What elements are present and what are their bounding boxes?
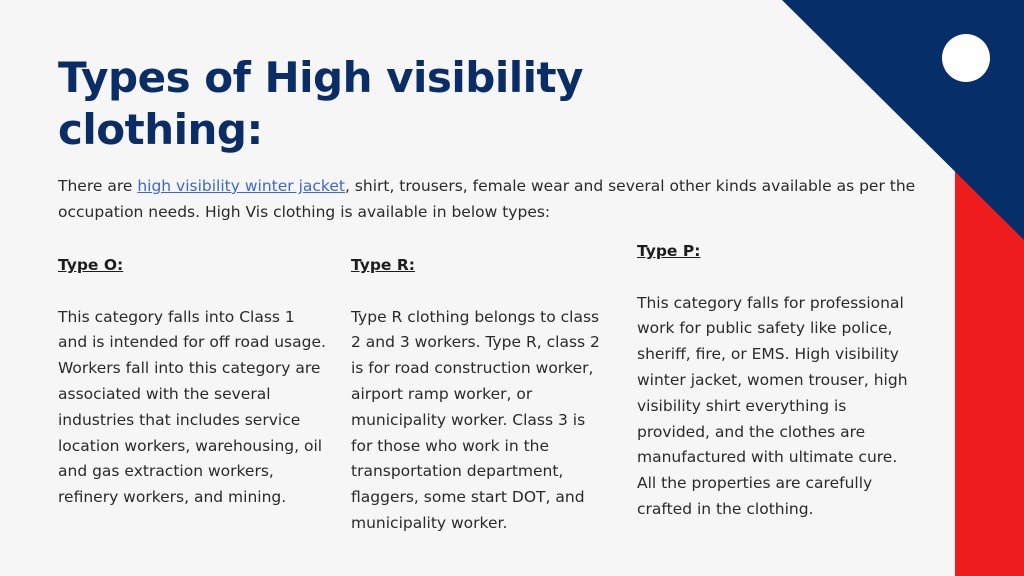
winter-jacket-link[interactable]: high visibility winter jacket xyxy=(137,177,345,195)
page-title: Types of High visibility clothing: xyxy=(58,53,583,154)
type-r-column xyxy=(351,253,606,537)
type-o-description: This category falls into Class 1 and is intended for off road usage. Workers fall into this category are associated with the several industries that includes service location workers, warehousing, oil and gas extraction workers, refinery workers, and mining. xyxy=(58,307,326,507)
intro-prefix: There are xyxy=(58,177,138,195)
intro-suffix: , shirt, trousers, female wear and several other kinds available as per the occupation needs. High Vis clothing is available in below types: xyxy=(58,177,916,221)
type-p-description: This category falls for professional work for public safety like police, sheriff, fire, or EMS. High visibility winter jacket, women trouser, high visibility shirt everything is provided, and the clothes are manufactured with ultimate cure. All the properties are carefully crafted in the clothing. xyxy=(637,293,908,518)
type-p-heading: Type P: xyxy=(637,242,701,260)
red-side-bar xyxy=(955,170,1024,576)
type-o-heading: Type O: xyxy=(58,256,124,274)
white-circle xyxy=(942,34,990,82)
type-p-column xyxy=(637,239,917,523)
type-o-column xyxy=(58,253,328,511)
intro-paragraph xyxy=(58,173,928,225)
type-r-heading: Type R: xyxy=(351,256,415,274)
type-r-description: Type R clothing belongs to class 2 and 3 workers. Type R, class 2 is for road construction worker, airport ramp worker, or municipality worker. Class 3 is for those who work in the transportation department, flaggers, some start DOT, and municipality worker. xyxy=(351,307,600,532)
